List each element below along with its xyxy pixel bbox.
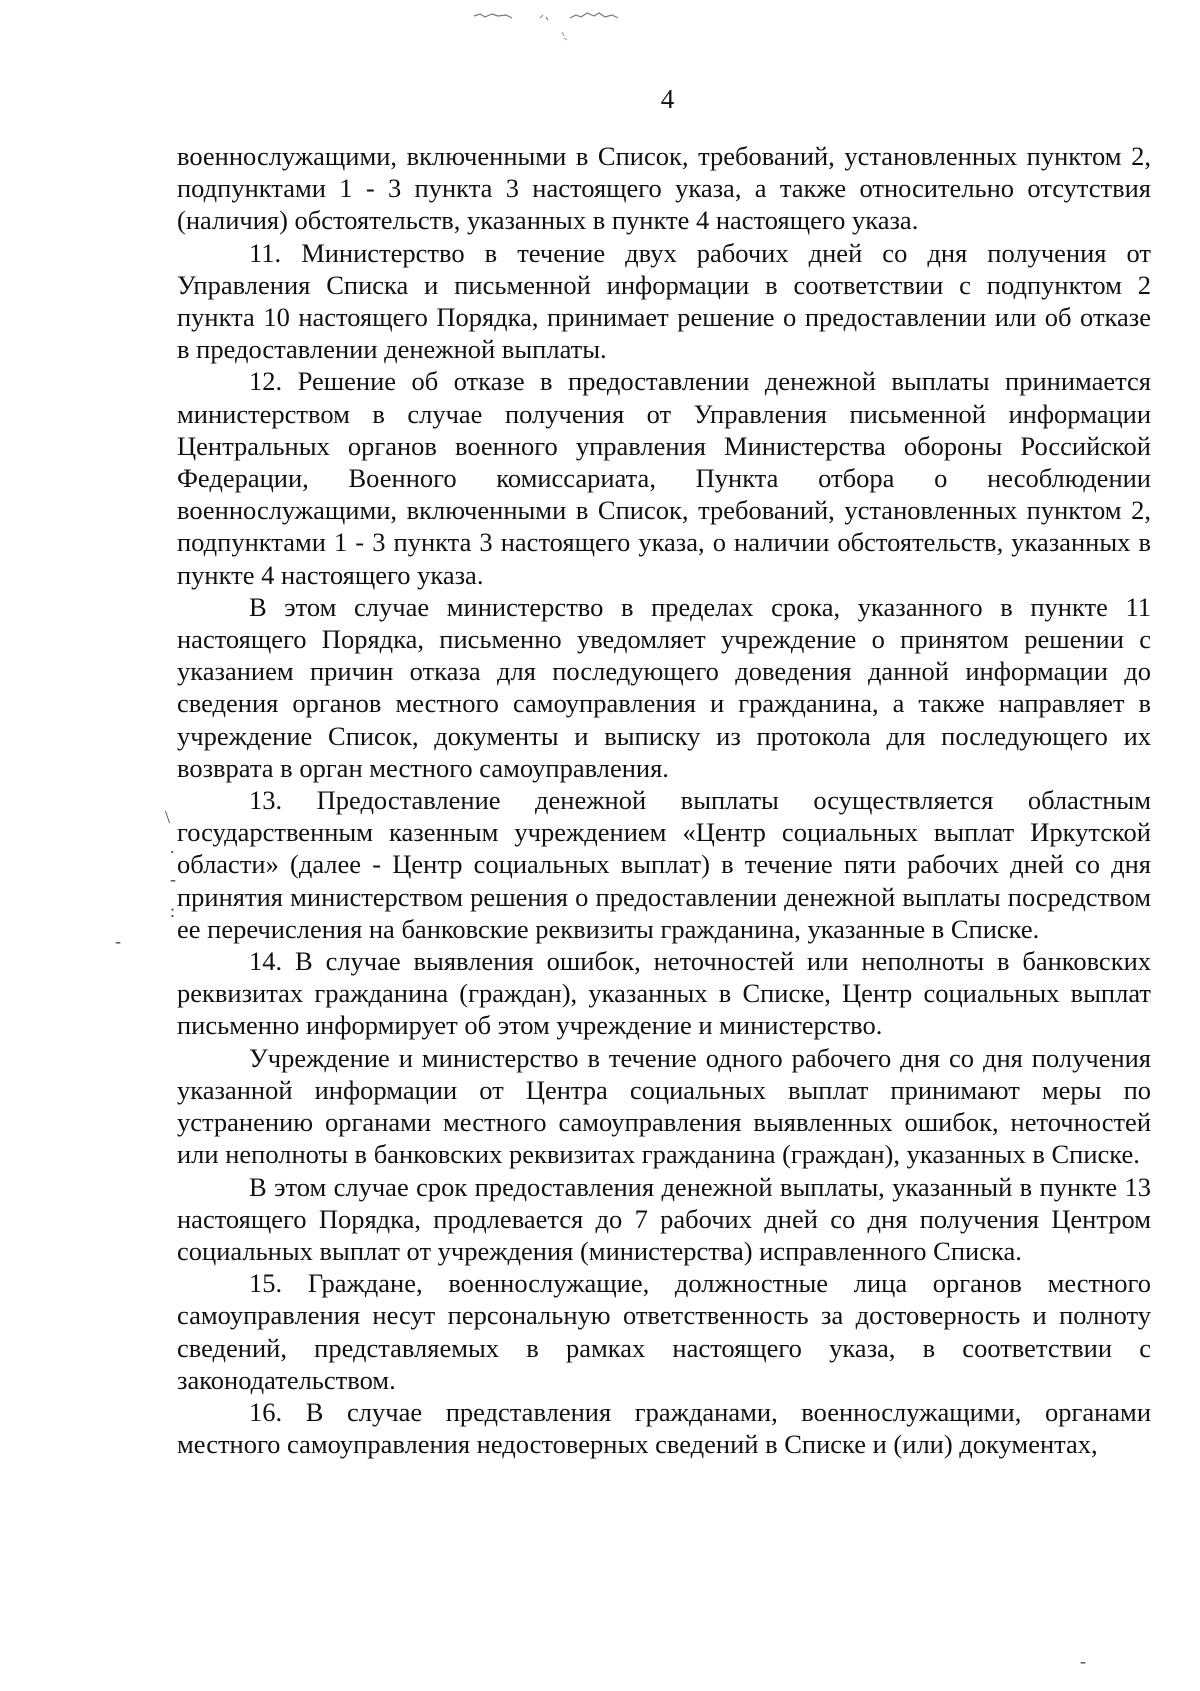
scan-artifact [470, 8, 750, 48]
paragraph-item-16: 16. В случае представления гражданами, военнослужащими, органами местного самоуправления недостоверных сведений в Списке и (или) документах, [177, 1396, 1151, 1460]
paragraph-item-12: 12. Решение об отказе в предоставлении денежной выплаты принимается министерством в случае получения от Управления письменной информации Центральных органов военного управления Министерства обороны Российской Федерации, Военного комиссариата, Пункта отбора о несоблюдении военнослужащими, включенными в Список, требований, установленных пунктом 2, подпунктами 1 - 3 пункта 3 настоящего указа, о наличии обстоятельств, указанных в пункте 4 настоящего указа. [177, 366, 1151, 590]
margin-mark: : [170, 901, 176, 921]
margin-mark: - [170, 869, 176, 889]
paragraph-item-15: 15. Граждане, военнослужащие, должностные лица органов местного самоуправления несут персональную ответственность за достоверность и полноту сведений, представляемых в рамках настоящего указа, в соответствии с законодательством. [177, 1268, 1151, 1395]
paragraph-continuation: военнослужащими, включенными в Список, требований, установленных пунктом 2, подпунктами 1 - 3 пункта 3 настоящего указа, а также относительно отсутствия (наличия) обстоятельств, указанных в пункте 4 настоящего указа. [177, 141, 1151, 236]
margin-mark: - [115, 931, 121, 951]
page-number: 4 [660, 84, 675, 114]
margin-mark: . [170, 837, 175, 857]
paragraph-item-14: 14. В случае выявления ошибок, неточностей или неполноты в банковских реквизитах гражданина (граждан), указанных в Списке, Центр социальных выплат письменно информирует об этом учреждение и министерство. [177, 946, 1151, 1041]
paragraph-item-11: 11. Министерство в течение двух рабочих дней со дня получения от Управления Списка и письменной информации в соответствии с подпунктом 2 пункта 10 настоящего Порядка, принимает решение о предоставлении или об отказе в предоставлении денежной выплаты. [177, 237, 1151, 365]
document-body [177, 140, 1151, 1460]
paragraph-item-14-extension: В этом случае срок предоставления денежной выплаты, указанный в пункте 13 настоящего Порядка, продлевается до 7 рабочих дней со дня получения Центром социальных выплат от учреждения (министерства) исправленного Списка. [177, 1171, 1151, 1266]
paragraph-item-12-notice: В этом случае министерство в пределах срока, указанного в пункте 11 настоящего Порядка, письменно уведомляет учреждение о принятом решении с указанием причин отказа для последующего доведения данной информации до сведения органов местного самоуправления и гражданина, а также направляет в учреждение Список, документы и выписку из протокола для последующего их возврата в орган местного самоуправления. [177, 591, 1151, 783]
margin-mark: \ [165, 807, 171, 827]
margin-mark: - [1080, 1651, 1086, 1671]
paragraph-item-13: 13. Предоставление денежной выплаты осуществляется областным государственным казенным учреждением «Центр социальных выплат Иркутской области» (далее - Центр социальных выплат) в течение пяти рабочих дней со дня принятия министерством решения о предоставлении денежной выплаты посредством ее перечисления на банковские реквизиты гражданина, указанные в Списке. [177, 785, 1151, 944]
paragraph-item-14-measures: Учреждение и министерство в течение одного рабочего дня со дня получения указанной информации от Центра социальных выплат принимают меры по устранению органами местного самоуправления выявленных ошибок, неточностей или неполноты в банковских реквизитах гражданина (граждан), указанных в Списке. [177, 1042, 1151, 1170]
